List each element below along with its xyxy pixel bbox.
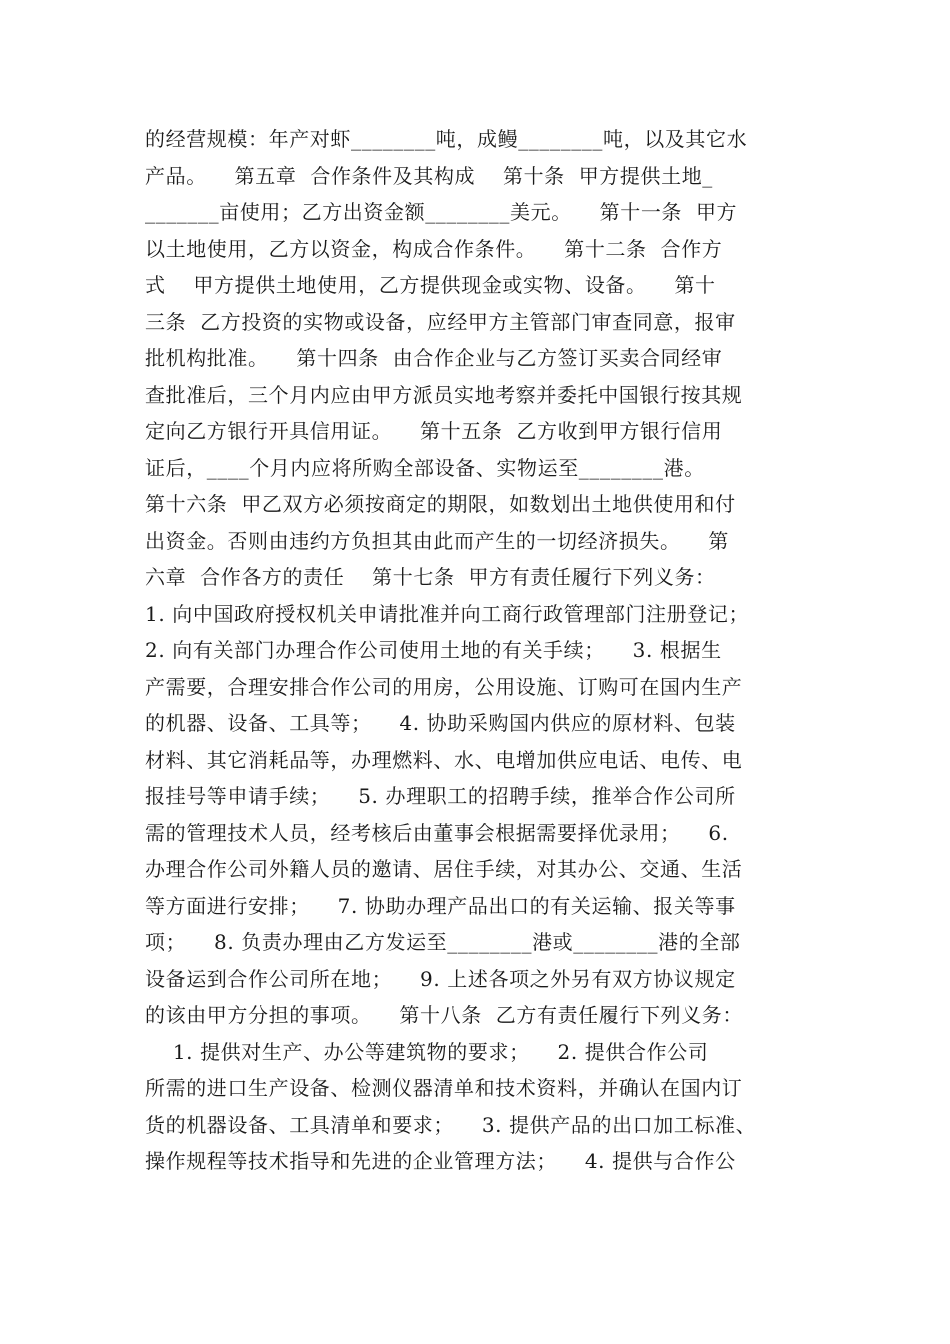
contract-body-text: [145, 121, 845, 1180]
text-line: 式 甲方提供土地使用，乙方提供现金或实物、设备。 第十: [145, 273, 716, 297]
text-line: 产品。 第五章 合作条件及其构成 第十条 甲方提供土地_: [145, 163, 713, 188]
text-line: _______亩使用；乙方出资金额________美元。 第十一条 甲方: [145, 200, 738, 224]
text-line: 以土地使用，乙方以资金，构成合作条件。 第十二条 合作方: [145, 236, 723, 261]
text-line: 出资金。否则由违约方负担其由此而产生的一切经济损失。 第: [145, 528, 730, 553]
text-line: 1. 向中国政府授权机关申请批准并向工商行政管理部门注册登记；: [145, 601, 750, 626]
text-line: 产需要，合理安排合作公司的用房，公用设施、订购可在国内生产: [145, 674, 743, 699]
text-line: 货的机器设备、工具清单和要求； 3. 提供产品的出口加工标准、: [145, 1112, 757, 1137]
text-line: 三条 乙方投资的实物或设备，应经甲方主管部门审查同意，报审: [145, 309, 736, 334]
text-line: 批机构批准。 第十四条 由合作企业与乙方签订买卖合同经审: [145, 346, 723, 370]
text-line: 需的管理技术人员，经考核后由董事会根据需要择优录用； 6.: [145, 820, 729, 845]
text-line: 所需的进口生产设备、检测仪器清单和技术资料，并确认在国内订: [145, 1076, 743, 1100]
text-line: 证后，____个月内应将所购全部设备、实物运至________港。: [145, 455, 705, 480]
text-line: 1. 提供对生产、办公等建筑物的要求； 2. 提供合作公司: [145, 1039, 709, 1064]
text-line: 报挂号等申请手续； 5. 办理职工的招聘手续，推举合作公司所: [145, 784, 736, 808]
text-line: 等方面进行安排； 7. 协助办理产品出口的有关运输、报关等事: [145, 893, 736, 918]
text-line: 2. 向有关部门办理合作公司使用土地的有关手续； 3. 根据生: [145, 638, 722, 662]
text-line: 操作规程等技术指导和先进的企业管理方法； 4. 提供与合作公: [145, 1149, 736, 1173]
text-line: 办理合作公司外籍人员的邀请、居住手续，对其办公、交通、生活: [145, 857, 743, 881]
text-line: 设备运到合作公司所在地； 9. 上述各项之外另有双方协议规定: [145, 966, 736, 991]
text-line: 定向乙方银行开具信用证。 第十五条 乙方收到甲方银行信用: [145, 419, 723, 443]
text-line: 的该由甲方分担的事项。 第十八条 乙方有责任履行下列义务：: [145, 1003, 743, 1027]
text-line: 的经营规模：年产对虾________吨，成鳗________吨，以及其它水: [145, 127, 748, 151]
text-line: 第十六条 甲乙双方必须按商定的期限，如数划出土地供使用和付: [145, 492, 736, 516]
text-line: 材料、其它消耗品等，办理燃料、水、电增加供应电话、电传、电: [145, 747, 743, 772]
text-line: 六章 合作各方的责任 第十七条 甲方有责任履行下列义务：: [145, 565, 716, 589]
text-line: 的机器、设备、工具等； 4. 协助采购国内供应的原材料、包装: [145, 711, 736, 735]
text-line: 项； 8. 负责办理由乙方发运至________港或________港的全部: [145, 930, 741, 954]
text-line: 查批准后，三个月内应由甲方派员实地考察并委托中国银行按其规: [145, 382, 743, 407]
